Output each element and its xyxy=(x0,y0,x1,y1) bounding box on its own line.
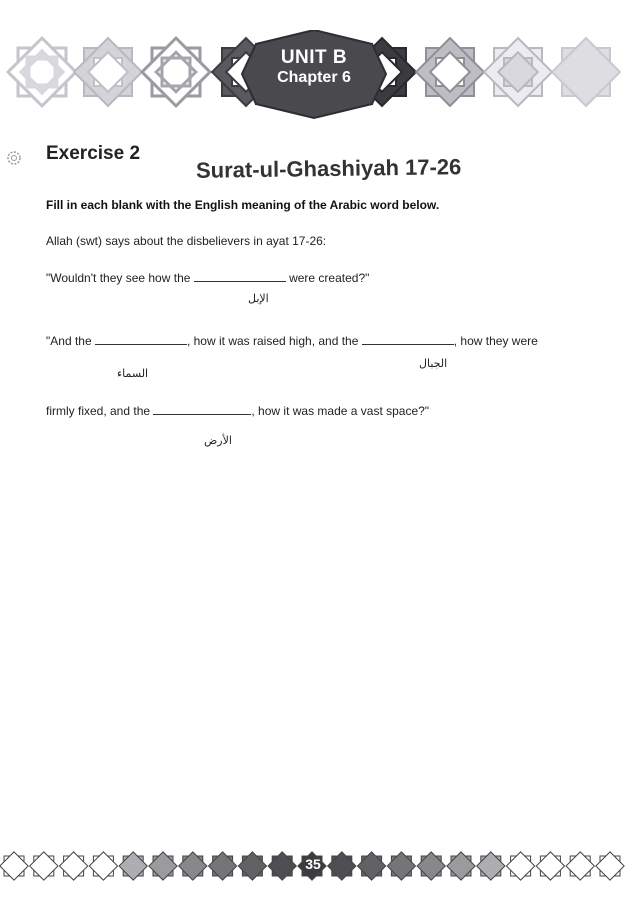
star-ornament-icon xyxy=(417,852,445,880)
star-ornament-icon xyxy=(74,38,142,106)
star-ornament-icon xyxy=(357,852,385,880)
line2-after: , how they were xyxy=(453,334,538,348)
star-ornament-icon xyxy=(149,852,177,880)
sentence-line-2 xyxy=(46,333,538,348)
blank-4[interactable] xyxy=(153,403,251,415)
star-ornament-icon xyxy=(416,38,484,106)
intro-text: Allah (swt) says about the disbelievers in ayat 17-26: xyxy=(46,234,327,248)
arabic-word-2: السماء xyxy=(117,367,149,380)
chapter-label: Chapter 6 xyxy=(277,69,351,86)
star-ornament-icon xyxy=(506,852,534,880)
arabic-word-1: الإبل xyxy=(248,292,269,305)
star-ornament-icon xyxy=(208,852,236,880)
star-ornament-icon xyxy=(536,852,564,880)
instruction-text: Fill in each blank with the English meaning of the Arabic word below. xyxy=(46,198,440,212)
star-ornament-icon xyxy=(596,852,624,880)
exercise-label: Exercise 2 xyxy=(46,143,141,164)
star-ornament-icon xyxy=(566,852,594,880)
star-ornament-icon xyxy=(268,852,296,880)
arabic-word-4: الأرض xyxy=(204,434,232,447)
star-ornament-icon xyxy=(179,852,207,880)
line1-before: "Wouldn't they see how the xyxy=(46,271,194,285)
blank-1[interactable] xyxy=(194,270,286,282)
star-ornament-icon xyxy=(119,852,147,880)
star-ornament-icon xyxy=(484,38,552,106)
page-title: Surat-ul-Ghashiyah 17-26 xyxy=(195,154,462,183)
star-ornament-icon xyxy=(142,38,210,106)
blank-3[interactable] xyxy=(362,333,454,345)
star-ornament-icon xyxy=(328,852,356,880)
star-ornament-icon xyxy=(59,852,87,880)
arabic-word-3: الجبال xyxy=(419,357,448,370)
line3-before: firmly fixed, and the xyxy=(46,404,154,418)
unit-badge xyxy=(262,44,366,100)
star-ornament-icon xyxy=(238,852,266,880)
line2-before: "And the xyxy=(46,334,95,348)
star-ornament-icon xyxy=(0,852,28,880)
star-ornament-icon xyxy=(552,38,620,106)
star-ornament-icon xyxy=(447,852,475,880)
unit-label: UNIT B xyxy=(280,47,348,68)
star-ornament-icon xyxy=(387,852,415,880)
star-ornament-icon xyxy=(89,852,117,880)
line2-middle: , how it was raised high, and the xyxy=(186,334,362,348)
star-ornament-icon xyxy=(8,38,76,106)
star-ornament-icon xyxy=(30,852,58,880)
line1-after: were created?" xyxy=(285,271,370,285)
gear-bullet-icon xyxy=(6,150,22,166)
sentence-line-1 xyxy=(46,270,369,285)
star-ornament-icon xyxy=(477,852,505,880)
page-number: 35 xyxy=(305,856,321,872)
sentence-line-3 xyxy=(46,403,429,418)
blank-2[interactable] xyxy=(95,333,187,345)
line3-after: , how it was made a vast space?" xyxy=(251,404,430,418)
